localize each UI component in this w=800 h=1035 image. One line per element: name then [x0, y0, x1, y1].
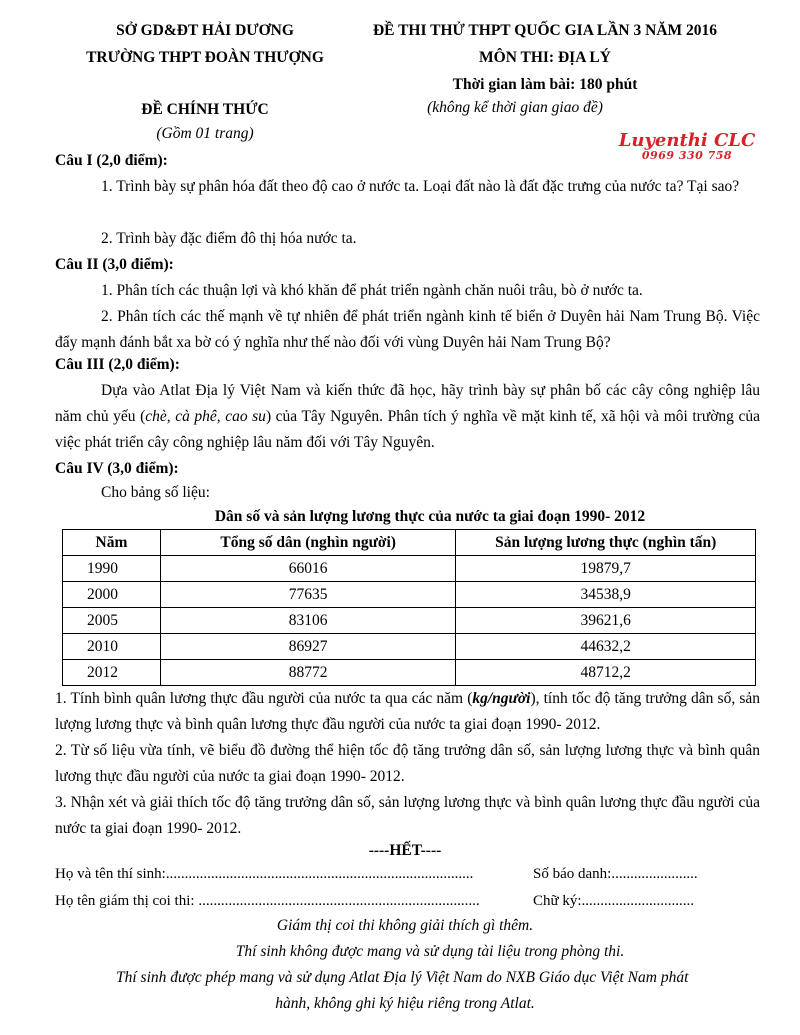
table-row — [63, 582, 756, 608]
question-2-item-2 — [55, 304, 760, 356]
subject: MÔN THI: ĐỊA LÝ — [479, 49, 611, 66]
col-header-food-output: Sản lượng lương thực (nghìn tấn) — [456, 530, 756, 556]
col-header-population: Tổng số dân (nghìn người) — [160, 530, 456, 556]
question-3-text-a: Dựa vào Atlat Địa lý Việt Nam và kiến thức đã học, hãy trình bày sự phân bố các cây công nghiệp lâu năm chủ yếu ( — [55, 382, 760, 425]
end-marker: ----HẾT---- — [368, 842, 442, 859]
question-4-task-2: 2. Từ số liệu vừa tính, vẽ biểu đồ đường thể hiện tốc độ tăng trưởng dân số, sản lượng lương thực và bình quân lương thực đầu người của nước ta giai đoạn 1990- 2012. — [55, 742, 760, 785]
cell-population: 86927 — [160, 634, 456, 660]
cell-food-output: 19879,7 — [456, 556, 756, 582]
exam-title: ĐỀ THI THỬ THPT QUỐC GIA LẦN 3 NĂM 2016 — [372, 22, 718, 39]
task-1-unit: kg/người — [472, 690, 531, 707]
duration-note: (không kể thời gian giao đề) — [427, 99, 603, 116]
question-2-item-1-text: 1. Phân tích các thuận lợi và khó khăn để phát triển ngành chăn nuôi trâu, bò ở nước ta. — [101, 282, 643, 299]
official-label: ĐỀ CHÍNH THỨC — [141, 101, 269, 118]
candidate-number-line: Số báo danh:....................... — [533, 866, 698, 882]
cell-year: 2005 — [63, 608, 161, 634]
cell-food-output: 44632,2 — [456, 634, 756, 660]
cell-population: 88772 — [160, 660, 456, 686]
cell-year: 2010 — [63, 634, 161, 660]
question-3-text-b: ) của Tây Nguyên. Phân tích ý nghĩa về mặt kinh tế, xã hội và môi trường của việc phát triển cây công nghiệp lâu năm đối với Tây Nguyên. — [55, 408, 760, 451]
question-1-title: Câu I (2,0 điểm): — [55, 152, 168, 169]
table-row — [63, 634, 756, 660]
question-3-title: Câu III (2,0 điểm): — [55, 356, 180, 373]
question-4-task-1 — [55, 686, 760, 738]
cell-population: 77635 — [160, 582, 456, 608]
cell-population: 83106 — [160, 608, 456, 634]
cell-year: 1990 — [63, 556, 161, 582]
question-2-item-1 — [55, 278, 760, 304]
department-name: SỞ GD&ĐT HẢI DƯƠNG — [116, 22, 294, 39]
table-row — [63, 660, 756, 686]
table-title: Dân số và sản lượng lương thực của nước ta giai đoạn 1990- 2012 — [214, 508, 646, 525]
col-header-year: Năm — [63, 530, 161, 556]
cell-year: 2012 — [63, 660, 161, 686]
note-no-materials: Thí sinh không được mang và sử dụng tài liệu trong phòng thi. — [235, 943, 625, 960]
question-4-task-3: 3. Nhận xét và giải thích tốc độ tăng trưởng dân số, sản lượng lương thực và bình quân lương thực đầu người của nước ta giai đoạn 1990- 2012. — [55, 794, 760, 837]
candidate-name-line: Họ và tên thí sinh:.................................................................................. — [55, 866, 474, 882]
table-row — [63, 608, 756, 634]
question-1-item-2-text: 2. Trình bày đặc điểm đô thị hóa nước ta. — [101, 230, 357, 247]
population-food-table — [62, 529, 756, 686]
table-header-row — [63, 530, 756, 556]
signature-line: Chữ ký:.............................. — [533, 893, 695, 909]
question-2-title: Câu II (3,0 điểm): — [55, 256, 174, 273]
stamp-brand: Luyenthi CLC — [618, 130, 756, 151]
question-3-text — [55, 378, 760, 456]
exam-duration: Thời gian làm bài: 180 phút — [452, 76, 638, 93]
cell-year: 2000 — [63, 582, 161, 608]
note-invigilator: Giám thị coi thi không giải thích gì thêm. — [276, 917, 534, 934]
invigilator-name-line: Họ tên giám thị coi thi: ........................................................................... — [55, 893, 480, 909]
question-1-item-1 — [55, 174, 760, 200]
cell-population: 66016 — [160, 556, 456, 582]
watermark-stamp — [612, 132, 762, 162]
question-3-crops: chè, cà phê, cao su — [145, 408, 266, 425]
cell-food-output: 34538,9 — [456, 582, 756, 608]
page-count: (Gồm 01 trang) — [156, 125, 254, 142]
task-1-text-a: 1. Tính bình quân lương thực đầu người của nước ta qua các năm ( — [55, 690, 473, 707]
question-2-item-2-text: 2. Phân tích các thế mạnh về tự nhiên để phát triển ngành kinh tế biển ở Duyên hải Nam Trung Bộ. Việc đẩy mạnh đánh bắt xa bờ có ý nghĩa như thế nào đối với vùng Duyên hải Nam Trung Bộ? — [55, 308, 760, 351]
note-atlas-line-2: hành, không ghi ký hiệu riêng trong Atlat. — [275, 995, 535, 1012]
school-name: TRƯỜNG THPT ĐOÀN THƯỢNG — [86, 49, 324, 66]
stamp-phone: 0969 330 758 — [641, 149, 733, 162]
table-row — [63, 556, 756, 582]
note-atlas-line-1: Thí sinh được phép mang và sử dụng Atlat Địa lý Việt Nam do NXB Giáo dục Việt Nam phát — [116, 969, 689, 986]
question-1-item-2 — [55, 226, 760, 252]
task-1-text-b: ), tính tốc độ tăng trưởng dân số, sản lượng lương thực và bình quân lương thực đầu người của nước ta giai đoạn 1990- 2012. — [55, 690, 760, 733]
table-intro: Cho bảng số liệu: — [101, 484, 210, 501]
cell-food-output: 39621,6 — [456, 608, 756, 634]
cell-food-output: 48712,2 — [456, 660, 756, 686]
question-1-item-1-text: 1. Trình bày sự phân hóa đất theo độ cao ở nước ta. Loại đất nào là đất đặc trưng của nước ta? Tại sao? — [101, 178, 740, 195]
question-4-title: Câu IV (3,0 điểm): — [55, 460, 179, 477]
